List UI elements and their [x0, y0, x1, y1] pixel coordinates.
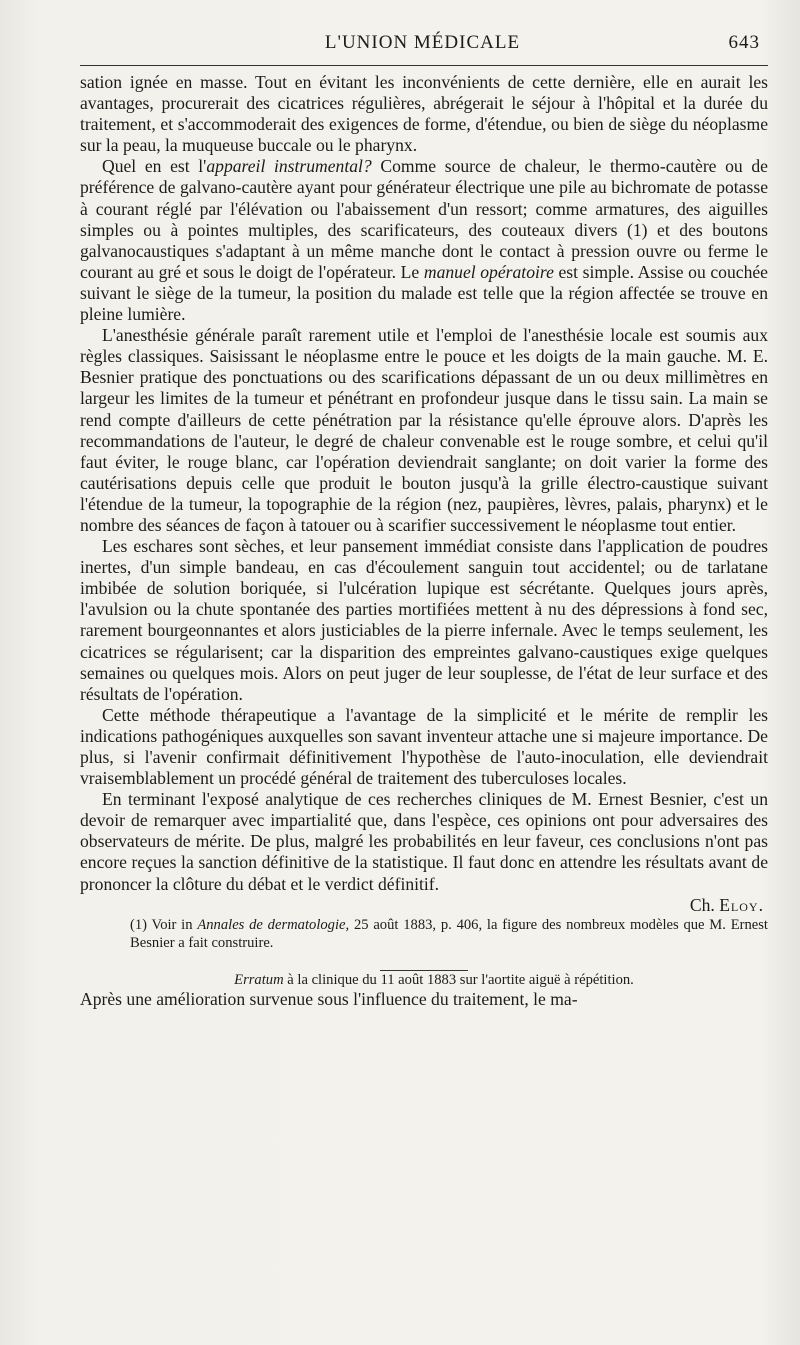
article-body	[80, 72, 768, 1010]
signature-prefix: Ch.	[689, 894, 720, 915]
header-rule	[80, 65, 768, 66]
signature	[80, 895, 768, 916]
running-title: L'UNION MÉDICALE	[324, 32, 521, 53]
paragraph: sation ignée en masse. Tout en évitant les inconvénients de cette dernière, elle en aurait les avantages, procurerait des cicatrices régulières, abrégerait le séjour à l'hôpital et la durée du traitement, et s'accommoderait des exigences de forme, d'étendue, ou bien de siège du néoplasme sur la peau, la muqueuse buccale ou le pharynx.	[80, 72, 768, 156]
text-run: Quel en est l'	[102, 156, 207, 177]
erratum	[80, 971, 768, 989]
erratum-label: Erratum	[234, 971, 284, 988]
text-run: Comme source de chaleur, le thermo-cautère ou de préférence de galvano-cautère ayant pour générateur électrique une pile au bichromate de potasse à courant réglé par l'élévation ou l'abaissement d'un ressort; comme armatures, des aiguilles simples ou à pointes multiples, des scarificateurs, des couteaux divers (1) et des boutons galvanocaustiques s'adaptant à un même manche dont le contact à pression ouvre ou ferme le courant au gré et sous le doigt de l'opérateur. Le	[80, 156, 768, 282]
page-number: 643	[728, 32, 760, 53]
paragraph: Les eschares sont sèches, et leur pansement immédiat consiste dans l'application de poudres inertes, d'un simple bandeau, en cas d'écoulement sanguin tout accidentel; ou de tarlatane imbibée de solution boriquée, si l'ulcération lupique est sécrétante. Quelques jours après, l'avulsion ou la chute spontanée des parties mortifiées mettent à nu des dépressions à fond sec, rarement bourgeonnantes et alors justiciables de la pierre infernale. Avec le temps seulement, les cicatrices se régularisent; car la disparition des empreintes galvano-caustiques exige quelques semaines ou quelques mois. Alors on peut juger de leur souplesse, de l'état de leur surface et des résultats de l'opération.	[80, 536, 768, 704]
erratum-text: à la clinique du 11 août 1883 sur l'aortite aiguë à répétition.	[283, 971, 634, 988]
italic-term: appareil instrumental?	[206, 156, 372, 177]
continuation-line: Après une amélioration survenue sous l'influence du traitement, le ma-	[80, 988, 578, 1009]
footnote-marker: (1) Voir in	[130, 916, 198, 933]
signature-name: Eloy.	[719, 894, 764, 915]
running-header	[80, 32, 765, 58]
italic-term: manuel opératoire	[423, 261, 554, 282]
footnote	[80, 916, 768, 952]
paragraph: L'anesthésie générale paraît rarement utile et l'emploi de l'anesthésie locale est soumis aux règles classiques. Saisissant le néoplasme entre le pouce et les doigts de la main gauche. M. E. Besnier pratique des ponctuations ou des scarifications dépassant de un ou deux millimètres en largeur les limites de la tumeur et pénétrant en profondeur jusque dans le tissu sain. La main se rend compte d'ailleurs de cette pénétration par la résistance qu'elle éprouve alors. D'après les recommandations de l'auteur, le degré de chaleur convenable est le rouge sombre, et celui qu'il faut éviter, le rouge blanc, car l'opération deviendrait sanglante; on doit varier la forme des cautérisations depuis celle que produit le bouton jusqu'à la grille électro-caustique suivant l'étendue de la tumeur, la topographie de la région (nez, paupières, lèvres, palais, pharynx) et le nombre des séances de façon à tatouer ou à scarifier successivement le néoplasme tout entier.	[80, 325, 768, 535]
text-run: est simple. Assise ou couchée suivant le siège de la tumeur, la position du malade est telle que la région affectée se trouve en pleine lumière.	[80, 261, 768, 325]
paragraph	[80, 156, 768, 325]
footnote-text: 25 août 1883, p. 406, la figure des nombreux modèles que M. Ernest Besnier a fait construire.	[130, 916, 768, 951]
paragraph: En terminant l'exposé analytique de ces recherches cliniques de M. Ernest Besnier, c'est un devoir de remarquer avec impartialité que, dans l'espèce, ces opinions ont pour adversaires des observateurs de mérite. De plus, malgré les probabilités en leur faveur, ces conclusions n'ont pas encore reçues la sanction définitive de la statistique. Il faut donc en attendre les résultats avant de prononcer la clôture du débat et le verdict définitif.	[80, 789, 768, 894]
paragraph: Cette méthode thérapeutique a l'avantage de la simplicité et le mérite de remplir les indications pathogéniques auxquelles son savant inventeur attache une si majeure importance. De plus, si l'avenir confirmait définitivement l'hypothèse de l'auto-inoculation, elle deviendrait vraisemblablement un procédé général de traitement des tuberculoses locales.	[80, 704, 768, 789]
footnote-journal: Annales de dermatologie,	[197, 916, 350, 933]
